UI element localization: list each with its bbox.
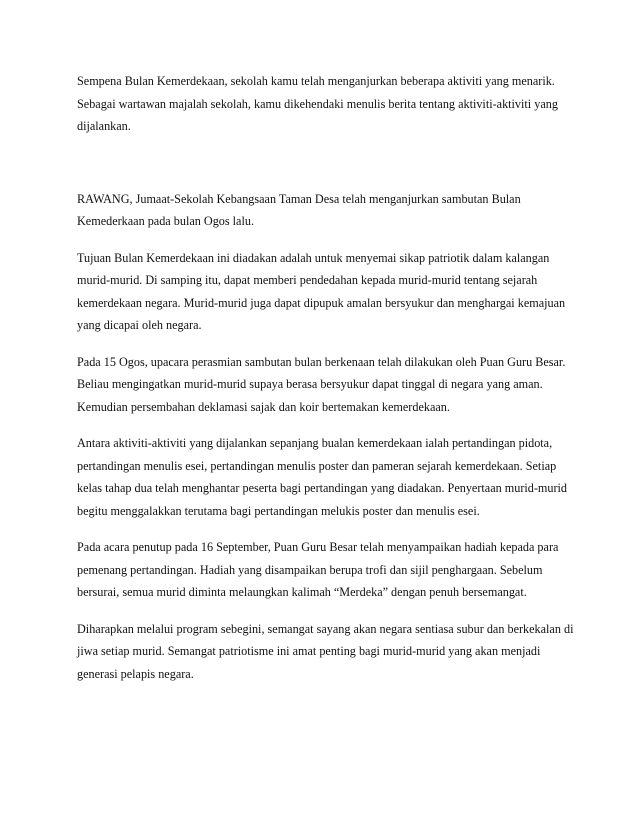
news-paragraph-conclusion: Diharapkan melalui program sebegini, semangat sayang akan negara sentiasa subur dan berkekalan di jiwa setiap murid. Semangat patriotisme ini amat penting bagi murid-murid yang akan menjadi generasi pelapis negara. [77, 621, 574, 681]
news-paragraph-purpose: Tujuan Bulan Kemerdekaan ini diadakan adalah untuk menyemai sikap patriotik dalam kalangan murid-murid. Di samping itu, dapat memberi pendedahan kepada murid-murid tentang sejarah kemerdekaan negara. Murid-murid juga dapat dipupuk amalan bersyukur dan menghargai kemajuan yang dicapai oleh negara. [77, 250, 566, 332]
document-page [77, 70, 577, 685]
task-instruction: Sempena Bulan Kemerdekaan, sekolah kamu telah menganjurkan beberapa aktiviti yang menarik. Sebagai wartawan majalah sekolah, kamu dikehendaki menulis berita tentang aktiviti-aktiviti yang dijalankan. [77, 74, 558, 133]
news-paragraph-closing: Pada acara penutup pada 16 September, Puan Guru Besar telah menyampaikan hadiah kepada para pemenang pertandingan. Hadiah yang disampaikan berupa trofi dan sijil penghargaan. Sebelum bersurai, semua murid diminta melaungkan kalimah “Merdeka” dengan penuh bersemangat. [77, 540, 559, 599]
news-lead-paragraph: RAWANG, Jumaat-Sekolah Kebangsaan Taman Desa telah menganjurkan sambutan Bulan Kemederkaan pada bulan Ogos lalu. [77, 191, 521, 228]
news-paragraph-activities: Antara aktiviti-aktiviti yang dijalankan sepanjang bualan kemerdekaan ialah pertandingan pidota, pertandingan menulis esei, pertandingan menulis poster dan pameran sejarah kemerdekaan. Setiap kelas tahap dua telah menghantar peserta bagi pertandingan yang diadakan. Penyertaan murid-murid begitu menggalakkan terutama bagi pertandingan melukis poster dan menulis esei. [77, 436, 568, 518]
news-paragraph-opening: Pada 15 Ogos, upacara perasmian sambutan bulan berkenaan telah dilakukan oleh Puan Guru Besar. Beliau mengingatkan murid-murid supaya berasa bersyukur dapat tinggal di negara yang aman. Kemudian persembahan deklamasi sajak dan koir bertemakan kemerdekaan. [77, 354, 566, 414]
